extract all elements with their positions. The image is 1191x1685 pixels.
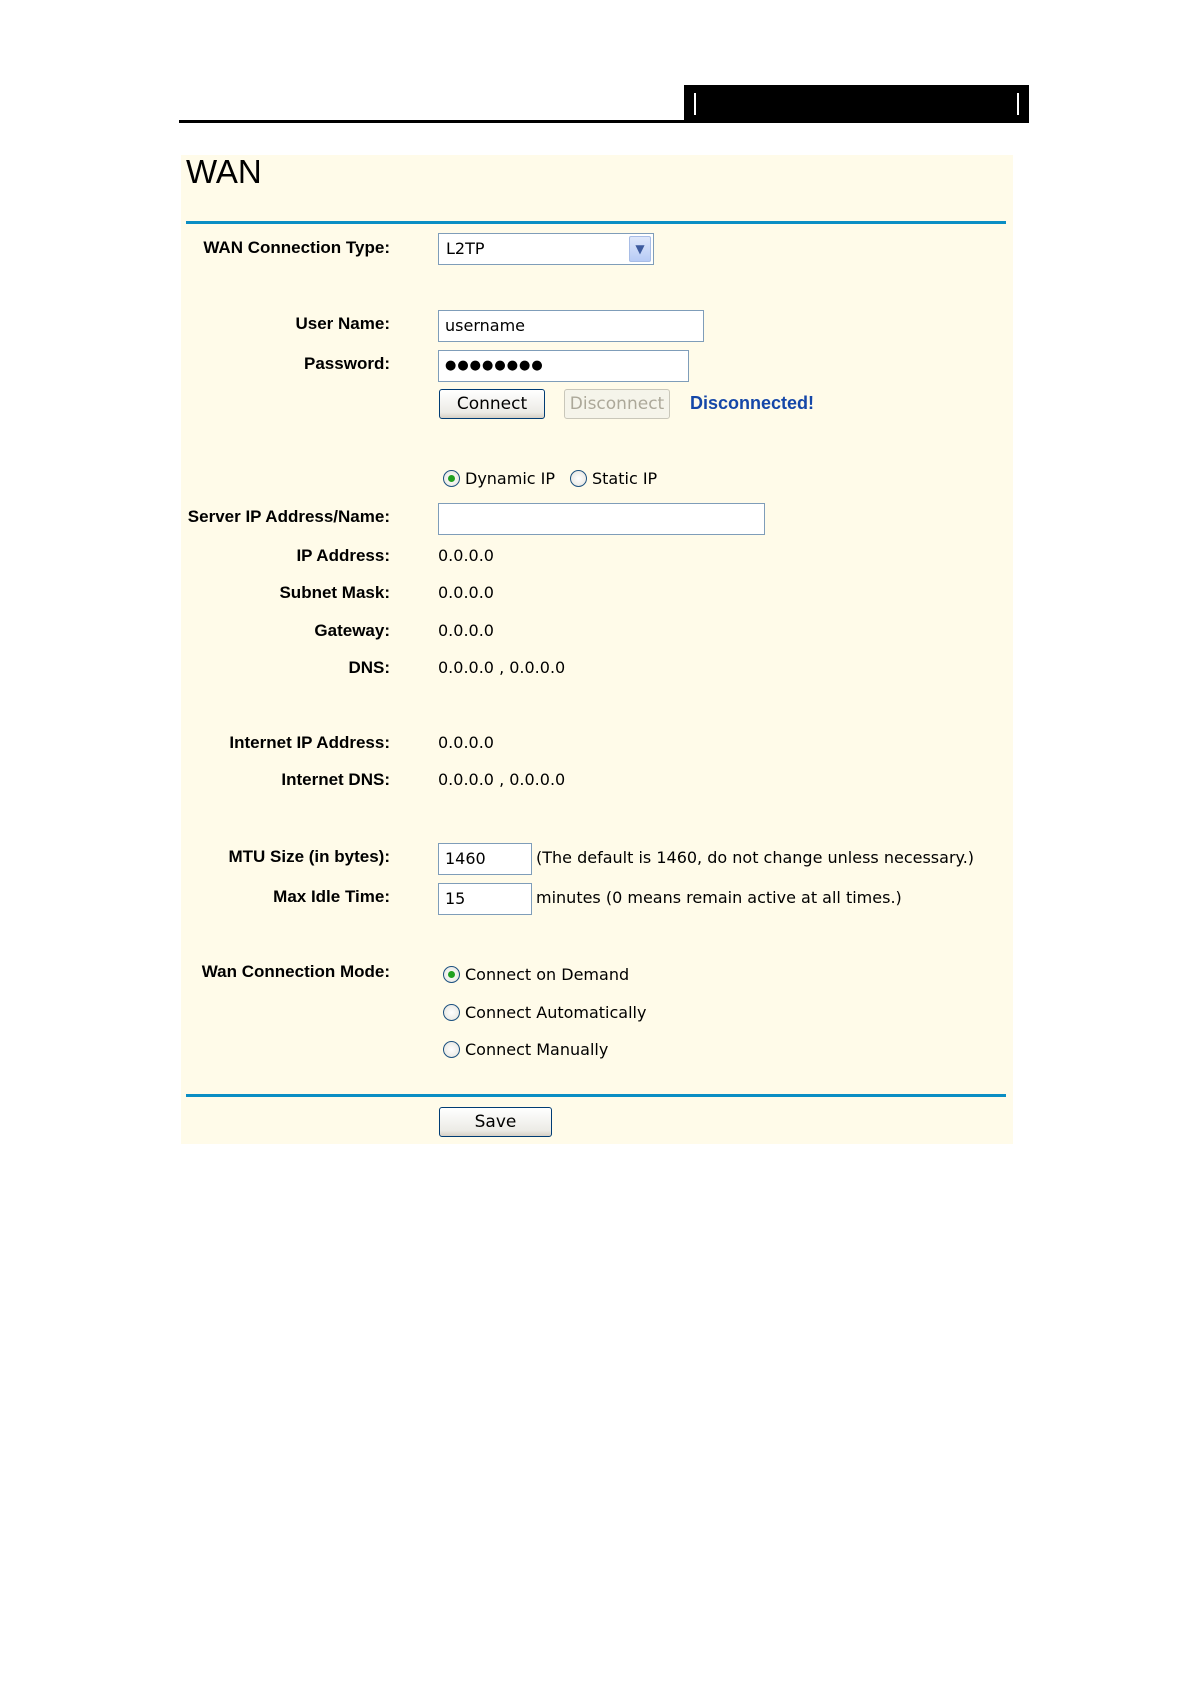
ip-address-label: IP Address: [296,546,390,565]
gateway-value: 0.0.0.0 [438,621,494,640]
static-ip-label: Static IP [592,469,658,488]
connect-on-demand-option[interactable] [443,965,629,984]
connect-automatically-radio[interactable] [443,1004,460,1021]
internet-ip-label: Internet IP Address: [229,733,390,752]
dynamic-ip-option[interactable] [443,469,555,488]
subnet-mask-label: Subnet Mask: [279,583,390,602]
connect-button[interactable]: Connect [439,389,545,419]
internet-dns-value: 0.0.0.0 , 0.0.0.0 [438,770,566,789]
mtu-hint: (The default is 1460, do not change unless necessary.) [536,848,975,867]
ip-address-value: 0.0.0.0 [438,546,494,565]
top-divider [186,221,1006,224]
chevron-down-icon[interactable]: ▼ [629,236,651,262]
mtu-input[interactable]: 1460 [438,843,532,875]
dns-value: 0.0.0.0 , 0.0.0.0 [438,658,566,677]
connect-on-demand-label: Connect on Demand [465,965,630,984]
header-bar [684,85,1029,123]
username-input[interactable]: username [438,310,704,342]
connect-automatically-label: Connect Automatically [465,1003,647,1022]
connect-automatically-option[interactable] [443,1003,646,1022]
dns-label: DNS: [348,658,390,677]
max-idle-label: Max Idle Time: [273,887,390,906]
connect-on-demand-radio[interactable] [443,966,460,983]
wan-connection-type-value: L2TP [446,239,485,258]
max-idle-input[interactable]: 15 [438,883,532,915]
disconnect-button[interactable]: Disconnect [564,389,670,419]
password-input[interactable]: ●●●●●●●● [438,350,689,382]
internet-dns-label: Internet DNS: [281,770,390,789]
header-bar-tick-left [694,93,696,115]
password-label: Password: [304,354,390,373]
wan-connection-mode-label: Wan Connection Mode: [201,962,390,981]
mtu-label: MTU Size (in bytes): [228,847,390,866]
static-ip-radio[interactable] [570,470,587,487]
gateway-label: Gateway: [314,621,390,640]
connection-status: Disconnected! [690,393,815,413]
wan-connection-type-label: WAN Connection Type: [203,238,390,257]
connect-manually-option[interactable] [443,1040,608,1059]
bottom-divider [186,1094,1006,1097]
server-address-input[interactable] [438,503,765,535]
page-title: WAN [186,153,262,190]
connect-manually-label: Connect Manually [465,1040,609,1059]
connect-manually-radio[interactable] [443,1041,460,1058]
wan-settings-panel [181,155,1013,1144]
max-idle-hint: minutes (0 means remain active at all times.) [536,888,902,907]
header-bar-tick-right [1017,93,1019,115]
wan-connection-type-select[interactable] [438,233,654,265]
subnet-mask-value: 0.0.0.0 [438,583,494,602]
dynamic-ip-radio[interactable] [443,470,460,487]
server-address-label: Server IP Address/Name: [187,507,390,526]
header-rule [179,120,684,123]
save-button[interactable]: Save [439,1107,552,1137]
dynamic-ip-label: Dynamic IP [465,469,556,488]
internet-ip-value: 0.0.0.0 [438,733,494,752]
username-label: User Name: [295,314,390,333]
static-ip-option[interactable] [570,469,657,488]
